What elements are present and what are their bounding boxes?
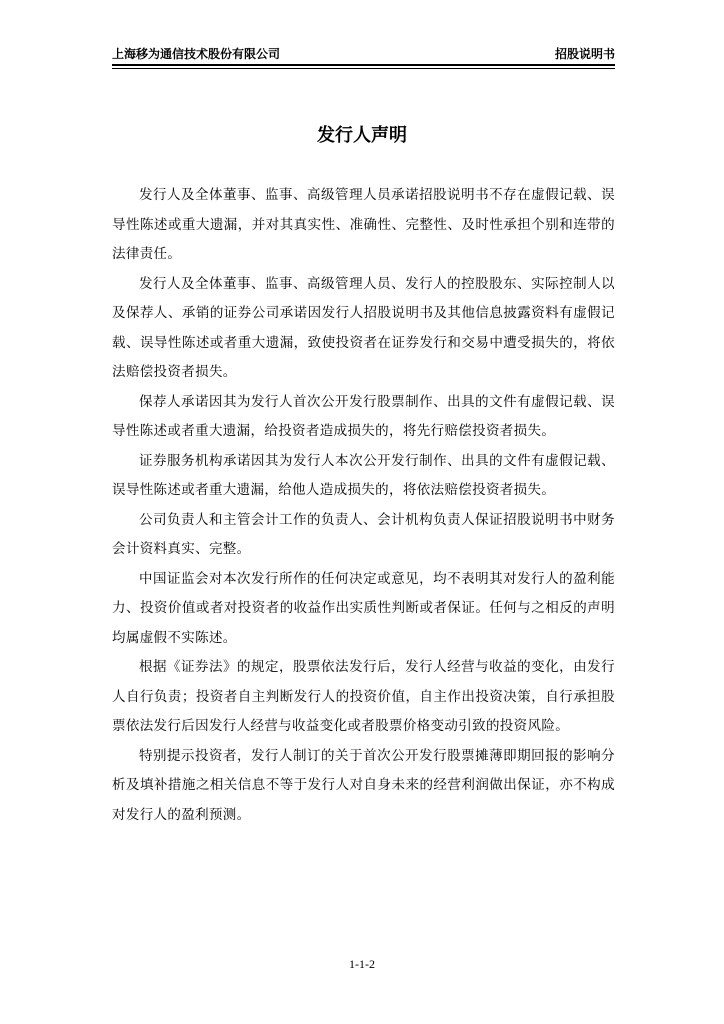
header-document-type: 招股说明书 — [554, 47, 615, 61]
paragraph-4: 证券服务机构承诺因其为发行人本次公开发行制作、出具的文件有虚假记载、误导性陈述或者重大遗漏，给他人造成损失的，将依法赔偿投资者损失。 — [112, 452, 615, 498]
header-rule-thin — [112, 68, 615, 69]
paragraph-1: 发行人及全体董事、监事、高级管理人员承诺招股说明书不存在虚假记载、误导性陈述或重大遗漏，并对其真实性、准确性、完整性、及时性承担个别和连带的法律责任。 — [112, 187, 615, 262]
page-title: 发行人声明 — [317, 125, 407, 146]
paragraph-3: 保荐人承诺因其为发行人首次公开发行股票制作、出具的文件有虚假记载、误导性陈述或者重大遗漏，给投资者造成损失的，将先行赔偿投资者损失。 — [112, 393, 615, 439]
paragraph-7: 根据《证券法》的规定，股票依法发行后，发行人经营与收益的变化，由发行人自行负责；投资者自主判断发行人的投资价值，自主作出投资决策，自行承担股票依法发行后因发行人经营与收益变化或者股票价格变动引致的投资风险。 — [112, 659, 615, 734]
paragraph-6: 中国证监会对本次发行所作的任何决定或意见，均不表明其对发行人的盈利能力、投资价值或者对投资者的收益作出实质性判断或者保证。任何与之相反的声明均属虚假不实陈述。 — [112, 570, 615, 646]
header-company-name: 上海移为通信技术股份有限公司 — [112, 47, 281, 61]
header-rule-thick — [112, 64, 615, 66]
paragraph-8: 特别提示投资者，发行人制订的关于首次公开发行股票摊薄即期回报的影响分析及填补措施之相关信息不等于发行人对自身未来的经营利润做出保证，亦不构成对发行人的盈利预测。 — [112, 747, 615, 823]
declaration-body — [112, 181, 615, 830]
page-header — [112, 44, 615, 66]
page-number: 1-1-2 — [349, 957, 375, 971]
paragraph-2: 发行人及全体董事、监事、高级管理人员、发行人的控股股东、实际控制人以及保荐人、承销的证券公司承诺因发行人招股说明书及其他信息披露资料有虚假记载、误导性陈述或者重大遗漏，致使投资者在证券发行和交易中遭受损失的，将依法赔偿投资者损失。 — [112, 275, 615, 380]
paragraph-5: 公司负责人和主管会计工作的负责人、会计机构负责人保证招股说明书中财务会计资料真实、完整。 — [112, 511, 615, 557]
